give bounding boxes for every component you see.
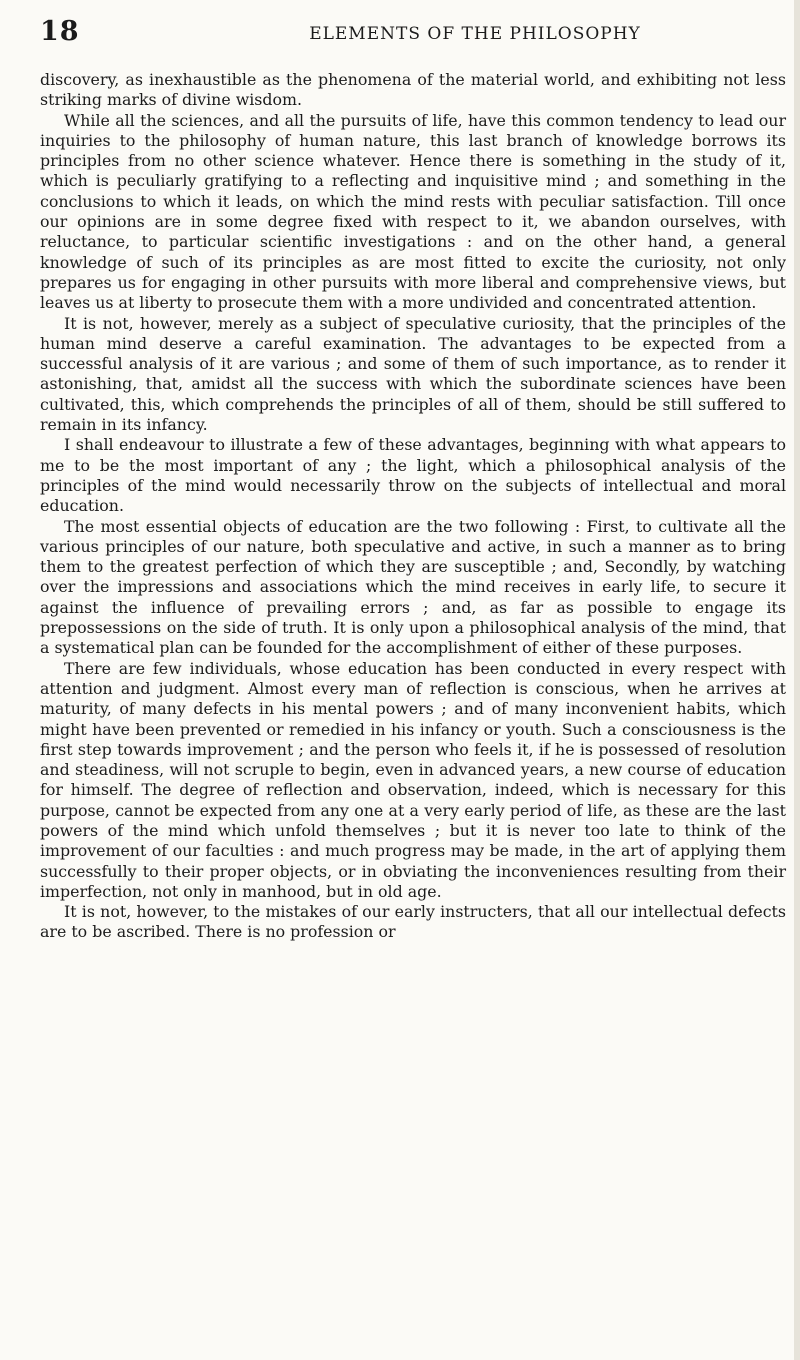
page-header xyxy=(40,16,780,66)
paragraph: While all the sciences, and all the pursuits of life, have this common tendency to lead our inquiries to the philosophy of human nature, this last branch of knowledge borrows its principles from no other science whatever. Hence there is something in the study of it, which is peculiarly gratifying to a reflecting and inquisitive mind ; and something in the conclusions to which it leads, on which the mind rests with peculiar satisfaction. Till once our opinions are in some degree fixed with respect to it, we abandon ourselves, with reluctance, to particular scientific investigations : and on the other hand, a general knowledge of such of its principles as are most fitted to excite the curiosity, not only prepares us for engaging in other pursuits with more liberal and comprehensive views, but leaves us at liberty to prosecute them with a more undivided and concentrated attention. xyxy=(40,110,786,313)
paragraph: The most essential objects of education are the two following : First, to cultivate all the various principles of our nature, both speculative and active, in such a manner as to bring them to the greatest perfection of which they are susceptible ; and, Secondly, by watching over the impressions and associations which the mind receives in early life, to secure it against the influence of prevailing errors ; and, as far as possible to engage its prepossessions on the side of truth. It is only upon a philosophical analysis of the mind, that a systematical plan can be founded for the accomplishment of either of these purposes. xyxy=(40,516,786,658)
page-edge xyxy=(794,0,800,1360)
body-text xyxy=(40,70,786,943)
page-number: 18 xyxy=(40,16,80,47)
paragraph: It is not, however, merely as a subject of speculative curiosity, that the principles of the human mind deserve a careful examination. The advantages to be expected from a successful analysis of it are various ; and some of them of such importance, as to render it astonishing, that, amidst all the success with which the subordinate sciences have been cultivated, this, which comprehends the principles of all of them, should be still suffered to remain in its infancy. xyxy=(40,313,786,435)
paragraph: I shall endeavour to illustrate a few of these advantages, beginning with what appears to me to be the most important of any ; the light, which a philosophical analysis of the principles of the mind would necessarily throw on the subjects of intellectual and moral education. xyxy=(40,435,786,516)
paragraph: discovery, as inexhaustible as the phenomena of the material world, and exhibiting not less striking marks of divine wisdom. xyxy=(40,70,786,110)
running-head: ELEMENTS OF THE PHILOSOPHY xyxy=(309,24,641,44)
paragraph: There are few individuals, whose education has been conducted in every respect with attention and judgment. Almost every man of reflection is conscious, when he arrives at maturity, of many defects in his mental powers ; and of many inconvenient habits, which might have been prevented or remedied in his infancy or youth. Such a consciousness is the first step towards improvement ; and the person who feels it, if he is possessed of resolution and steadiness, will not scruple to begin, even in advanced years, a new course of education for himself. The degree of reflection and observation, indeed, which is necessary for this purpose, cannot be expected from any one at a very early period of life, as these are the last powers of the mind which unfold themselves ; but it is never too late to think of the improvement of our faculties : and much progress may be made, in the art of applying them successfully to their proper objects, or in obviating the inconveniences resulting from their imperfection, not only in manhood, but in old age. xyxy=(40,658,786,901)
paragraph: It is not, however, to the mistakes of our early instructers, that all our intellectual defects are to be ascribed. There is no profession or xyxy=(40,902,786,942)
